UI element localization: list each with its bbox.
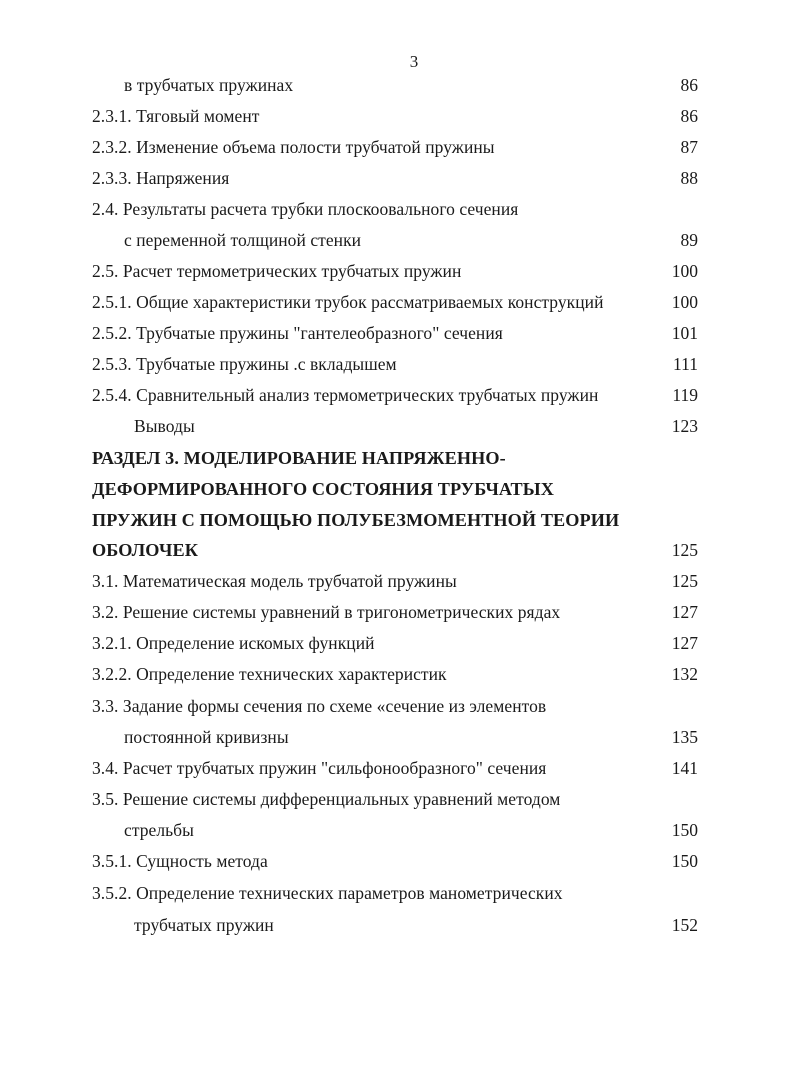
- toc-entry: [0, 784, 792, 815]
- toc-entry-page: 127: [671, 602, 698, 622]
- toc-entry: [0, 722, 792, 753]
- toc-entry-title: 3.5.1. Сущность метода: [92, 851, 268, 871]
- toc-entry: [0, 878, 792, 909]
- toc-entry-title: 3.3. Задание формы сечения по схеме «сечение из элементов: [92, 696, 547, 716]
- toc-entry-title: в трубчатых пружинах: [124, 75, 294, 95]
- toc-entry-page: 135: [671, 727, 698, 747]
- toc-entry: [0, 349, 792, 380]
- toc-entry: [0, 753, 792, 784]
- toc-entry-page: 125: [671, 571, 698, 591]
- toc-entry: [0, 194, 792, 225]
- toc-heading-line: ДЕФОРМИРОВАННОГО СОСТОЯНИЯ ТРУБЧАТЫХ: [92, 479, 554, 499]
- toc-entry-page: 152: [671, 915, 698, 935]
- toc-entry-page: 86: [680, 75, 698, 95]
- toc-entry-title: 2.3.2. Изменение объема полости трубчатой пружины: [92, 137, 495, 157]
- toc-entry-title: 2.5.4. Сравнительный анализ термометрических трубчатых пружин: [92, 385, 599, 405]
- toc-entry: [0, 256, 792, 287]
- toc-entry-page: 86: [680, 106, 698, 126]
- toc-entry-title: 2.5.3. Трубчатые пружины .с вкладышем: [92, 354, 397, 374]
- toc-entry-title: 3.4. Расчет трубчатых пружин "сильфонообразного" сечения: [92, 758, 547, 778]
- toc-entry: [0, 163, 792, 194]
- toc-entry: [0, 101, 792, 132]
- toc-entry-page: 111: [673, 354, 698, 374]
- toc-entry-page: 127: [671, 633, 698, 653]
- toc-entry-page: 87: [680, 137, 698, 157]
- toc-entry-page: 101: [671, 323, 698, 343]
- toc-entry-title: постоянной кривизны: [124, 727, 289, 747]
- toc-entry-title: 3.2.2. Определение технических характеристик: [92, 664, 447, 684]
- toc-entry-page: 150: [671, 820, 698, 840]
- toc-entry-title: 2.5.2. Трубчатые пружины "гантелеобразного" сечения: [92, 323, 503, 343]
- toc-entry: [0, 411, 792, 442]
- toc-entry: [0, 225, 792, 256]
- toc-entry: [0, 380, 792, 411]
- toc-entry-title: 2.5.1. Общие характеристики трубок рассматриваемых конструкций: [92, 292, 604, 312]
- toc-entry-title: 3.2.1. Определение искомых функций: [92, 633, 375, 653]
- toc-entry-page: 100: [671, 292, 698, 312]
- toc-entry: [0, 691, 792, 722]
- toc-entry-title: 3.1. Математическая модель трубчатой пружины: [92, 571, 457, 591]
- toc-entry-title: 2.3.3. Напряжения: [92, 168, 230, 188]
- toc-entry: [0, 846, 792, 877]
- toc-entry: [0, 132, 792, 163]
- toc-entry-title: 2.3.1. Тяговый момент: [92, 106, 260, 126]
- toc-entry-page: 150: [671, 851, 698, 871]
- toc-entry-page: 141: [671, 758, 698, 778]
- toc-heading-line: РАЗДЕЛ 3. МОДЕЛИРОВАНИЕ НАПРЯЖЕННО-: [92, 448, 506, 468]
- toc-entry: [0, 659, 792, 690]
- toc-entry-title: 3.5.2. Определение технических параметров манометрических: [92, 883, 563, 903]
- toc-section-heading: [0, 535, 792, 566]
- toc-entry: [0, 910, 792, 941]
- toc-entry: [0, 628, 792, 659]
- toc-section-heading: [0, 474, 792, 505]
- toc-entry-page: 89: [680, 230, 698, 250]
- toc-section-heading: [0, 443, 792, 474]
- toc-entry-title: стрельбы: [124, 820, 194, 840]
- toc-entry: [0, 566, 792, 597]
- toc-entry-page: 132: [671, 664, 698, 684]
- toc-entry-title: 2.4. Результаты расчета трубки плоскоовального сечения: [92, 199, 519, 219]
- toc-heading-line: ПРУЖИН С ПОМОЩЬЮ ПОЛУБЕЗМОМЕНТНОЙ ТЕОРИИ: [92, 510, 620, 530]
- toc-entry-title: 2.5. Расчет термометрических трубчатых пружин: [92, 261, 462, 281]
- toc-entry-page: 88: [680, 168, 698, 188]
- toc-entry-page: 123: [671, 416, 698, 436]
- page-number: 3: [409, 52, 419, 71]
- toc-entry: [0, 70, 792, 101]
- toc-entry-page: 100: [671, 261, 698, 281]
- toc-entry: [0, 815, 792, 846]
- toc-heading-line: ОБОЛОЧЕК: [92, 540, 198, 560]
- toc-entry-title: 3.2. Решение системы уравнений в тригонометрических рядах: [92, 602, 561, 622]
- toc-entry-page: 125: [671, 540, 698, 560]
- toc-entry-title: трубчатых пружин: [134, 915, 274, 935]
- toc-entry: [0, 597, 792, 628]
- toc-entry: [0, 318, 792, 349]
- toc-entry-title: 3.5. Решение системы дифференциальных уравнений методом: [92, 789, 561, 809]
- toc-entry-page: 119: [672, 385, 698, 405]
- toc-entry-title: Выводы: [134, 416, 195, 436]
- toc-entry: [0, 287, 792, 318]
- toc-section-heading: [0, 505, 792, 536]
- toc-entry-title: с переменной толщиной стенки: [124, 230, 362, 250]
